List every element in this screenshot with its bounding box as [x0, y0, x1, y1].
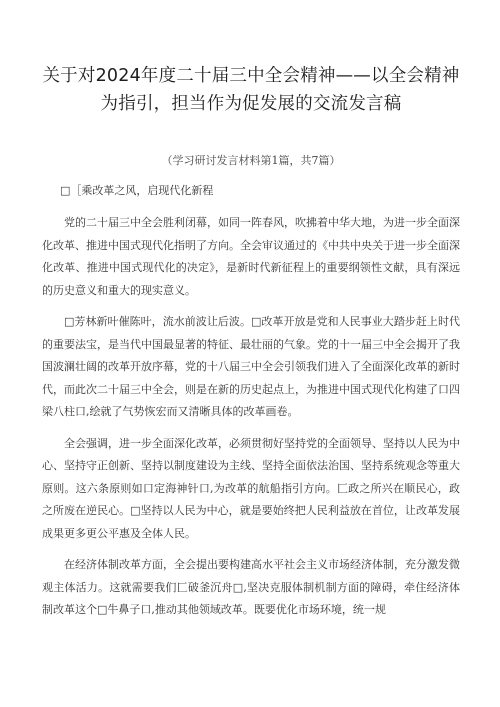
paragraph-2: □芳林新叶催陈叶，流水前波让后波。□改革开放是党和人民事业大踏步赶上时代的重要法宝，是当代中国最显著的特征、最壮丽的气象。党的十一届三中全会揭开了我国波澜壮阔的改革开放序幕，党的十八届三中全会引领我们进入了全面深化改革的新时代，而此次二十届三中全会，则是在新的历史起点上，为推进中国式现代化构建了口四梁八柱口,绘就了气势恢宏而又清晰具体的改革画卷。 [42, 315, 460, 418]
paragraph-1: 党的二十届三中全会胜利闭幕，如同一阵春风，吹拂着中华大地，为进一步全面深化改革、推进中国式现代化指明了方向。全会审议通过的《中共中央关于进一步全面深化改革、推进中国式现代化的决定》，是新时代新征程上的重要纲领性文献，具有深远的历史意义和重大的现实意义。 [42, 216, 460, 297]
title-line-2: 为指引，担当作为促发展的交流发言稿 [100, 94, 402, 114]
paragraph-3: 全会强调，进一步全面深化改革，必须贯彻好坚持党的全面领导、坚持以人民为中心、坚持守正创新、坚持以制度建设为主线、坚持全面依法治国、坚持系统观念等重大原则。这六条原则如口定海神针口,为改革的航船指引方向。匚政之所兴在顺民心，政之所废在逆民心。□坚持以人民为中心，就是要始终把人民利益放在首位，让改革发展成果更多更公平惠及全体人民。 [42, 436, 460, 540]
title-line-1: 关于对2024年度二十届三中全会精神——以全会精神 [42, 66, 460, 86]
paragraph-4: 在经济体制改革方面，全会提出要构建高水平社会主义市场经济体制，充分激发微观主体活力。这就需要我们匚破釜沉舟□,坚决克服体制机制方面的障碍，牵住经济体制改革这个□牛鼻子口,推动其他领域改革。既要优化市场环境，统一规 [42, 558, 460, 616]
document-title [42, 62, 460, 118]
document-subtitle: （学习研讨发言材料第1篇，共7篇） [161, 154, 341, 167]
section-heading: □［乘改革之风，启现代化新程 [60, 184, 214, 197]
